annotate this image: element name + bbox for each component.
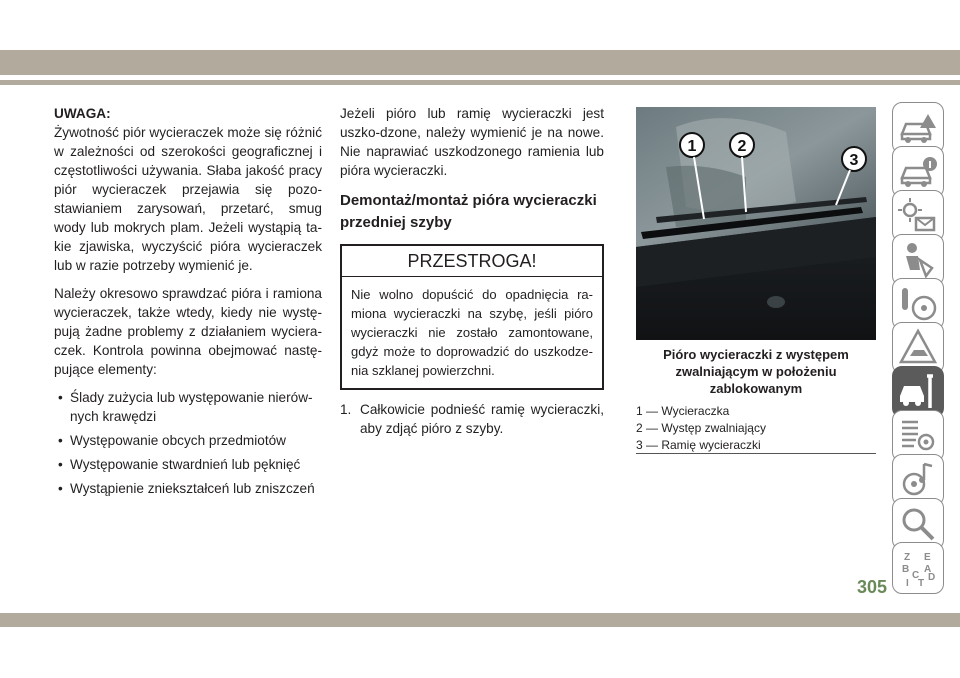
language-index-icon — [898, 548, 938, 588]
step-text: Całkowicie podnieść ramię wycieraczki, aby zdjąć pióro z szyby. — [360, 402, 604, 436]
wiper-photo — [636, 107, 876, 340]
legend-divider — [636, 453, 876, 454]
svg-text:E: E — [924, 552, 931, 563]
list-item: • Występowanie obcych przedmiotów — [58, 433, 286, 448]
legend-item: 2 — Występ zwalniający — [636, 421, 766, 435]
airbag-seat-icon — [898, 240, 938, 280]
bullet-icon: • — [58, 390, 63, 405]
list-item: • Występowanie stwardnień lub pęknięć — [58, 457, 301, 472]
bullet-icon: • — [58, 433, 63, 448]
caution-title: PRZESTROGA! — [342, 246, 602, 277]
header-rule — [0, 80, 960, 85]
car-alert-icon — [898, 108, 938, 148]
header-band — [0, 50, 960, 75]
left-column — [54, 104, 322, 503]
note-paragraph: Żywotność piór wycieraczek może się różnić w zależności od szerokości geograficznej i częstotliwości używania. Słaba jakość pracy piór wycieraczek przejawia się pozo-stawianiem zarysowań, przetarć, smug wody lub mokrych plam. Jeżeli wystąpią ta-kie zjawiska, wyczyścić pióra wycieraczek lub w razie potrzeby wymienić je. — [54, 125, 322, 273]
callout-3: 3 — [849, 152, 859, 169]
middle-column — [340, 104, 604, 438]
car-service-icon — [898, 372, 938, 412]
legend-item: 3 — Ramię wycieraczki — [636, 438, 761, 452]
tab-language-index[interactable] — [892, 542, 944, 594]
figure-legend — [636, 403, 876, 454]
svg-text:T: T — [918, 578, 925, 588]
intro-paragraph: Jeżeli pióro lub ramię wycieraczki jest uszko-dzone, należy wymienić je na nowe. Nie naprawiać uszkodzonego ramienia lub pióra wycieraczki. — [340, 106, 604, 178]
search-index-icon — [898, 504, 938, 544]
specifications-icon — [898, 416, 938, 456]
step-item — [340, 400, 604, 438]
multimedia-icon — [898, 460, 938, 500]
bullet-icon: • — [58, 457, 63, 472]
car-info-icon — [898, 152, 938, 192]
svg-text:I: I — [906, 578, 909, 588]
callout-2: 2 — [737, 138, 747, 155]
page-number: 305 — [857, 577, 888, 597]
note-heading: UWAGA: — [54, 106, 111, 121]
caution-text: Nie wolno dopuścić do opadnięcia ra-miona wycieraczki na szybę, jeśli pióro wycieraczki nie zostało zamontowane, gdyż może to doprowadzić do uszkodze-nia szklanej powierzchni. — [351, 287, 593, 378]
svg-text:C: C — [912, 570, 920, 581]
svg-text:B: B — [902, 564, 910, 575]
bullet-icon: • — [58, 481, 63, 496]
wiper-photo-image — [636, 107, 876, 340]
callout-1: 1 — [687, 138, 697, 155]
dashboard-warning-icon — [898, 196, 938, 236]
list-item: • Wystąpienie zniekształceń lub zniszczeń — [58, 481, 315, 496]
svg-text:A: A — [924, 564, 932, 575]
footer-band — [0, 613, 960, 627]
roadside-warning-icon — [898, 328, 938, 368]
svg-text:Z: Z — [904, 552, 911, 563]
figure-caption: Pióro wycieraczki z występem zwalniającym w położeniu zablokowanym — [663, 347, 849, 396]
svg-text:D: D — [928, 572, 936, 583]
section-title: Demontaż/montaż pióra wycieraczki przedniej szyby — [340, 192, 597, 231]
legend-item: 1 — Wycieraczka — [636, 404, 730, 418]
step-number: 1. — [340, 402, 352, 417]
ignition-steering-icon — [898, 284, 938, 324]
inspection-paragraph: Należy okresowo sprawdzać pióra i ramiona wycieraczek, także wtedy, kiedy nie wystę-pują żadne problemy z działaniem wyciera-czek. Kontrola powinna obejmować nastę-pujące elementy: — [54, 286, 322, 377]
caution-box — [340, 244, 604, 390]
list-item: • Ślady zużycia lub występowanie nierów-nych krawędzi — [58, 390, 313, 424]
